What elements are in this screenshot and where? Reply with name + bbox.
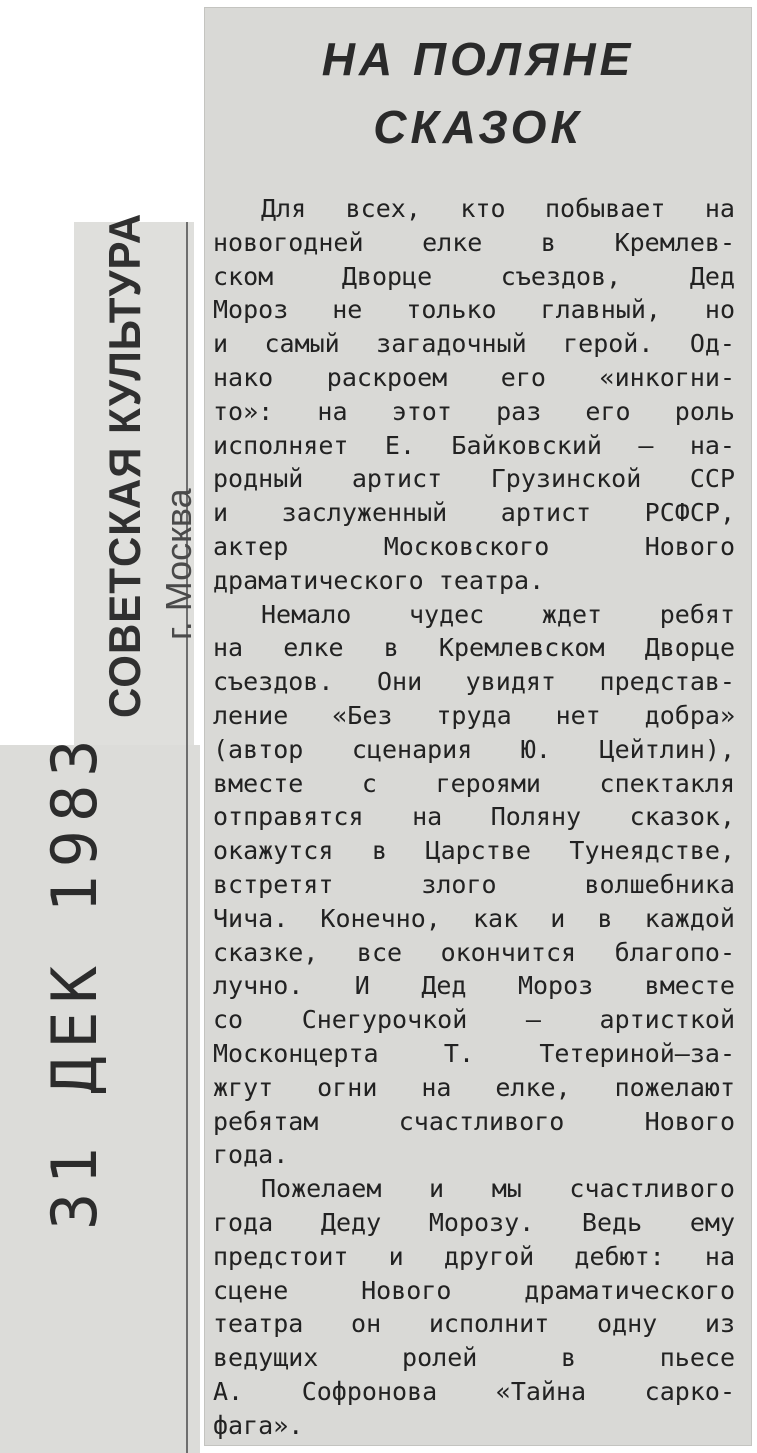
article-line: родный артист Грузинской ССР <box>213 464 735 494</box>
article-line: встретят злого волшебника <box>213 869 735 899</box>
article-line: актер Московского Нового <box>213 531 735 561</box>
article-line: ведущих ролей в пьесе <box>213 1343 735 1373</box>
article-line: отправятся на Поляну сказок, <box>213 802 735 832</box>
article-line: Для всех, кто побывает на <box>261 194 735 223</box>
article-line: лучно. И Дед Мороз вместе <box>213 971 735 1001</box>
article-line: нако раскроем его «инкогни- <box>213 362 735 392</box>
article-line: и самый загадочный герой. Од- <box>213 329 735 359</box>
article-line: новогодней елке в Кремлев- <box>213 227 735 257</box>
article-line: фага». <box>213 1410 304 1440</box>
article-line: ление «Без труда нет добра» <box>213 700 735 730</box>
article-line: и заслуженный артист РСФСР, <box>213 498 735 528</box>
article-line: исполняет Е. Байковский — на- <box>213 430 735 460</box>
article-line: ском Дворце съездов, Дед <box>213 261 735 291</box>
article-line: Чича. Конечно, как и в каждой <box>213 903 735 933</box>
article-line: года Деду Морозу. Ведь ему <box>213 1207 735 1237</box>
article-line: Пожелаем и мы счастливого <box>261 1174 735 1204</box>
date-stamp: 31 ДЕК 1983 <box>38 731 111 1230</box>
article-line: съездов. Они увидят представ- <box>213 667 735 697</box>
newspaper-name-stamp: СОВЕТСКАЯ КУЛЬТУРА <box>100 212 150 718</box>
article-body <box>213 192 735 1442</box>
article-line: сказке, все окончится благопо- <box>213 937 735 967</box>
article-line: предстоит и другой дебют: на <box>213 1241 735 1271</box>
article-line: окажутся в Царстве Тунеядстве, <box>213 836 735 866</box>
article-line: года. <box>213 1140 289 1170</box>
article-line: ребятам счастливого Нового <box>213 1106 735 1136</box>
article-line: (автор сценария Ю. Цейтлин), <box>213 734 735 764</box>
article-line: драматического театра. <box>213 565 545 595</box>
article-line: на елке в Кремлевском Дворце <box>213 633 735 663</box>
article-line: Москонцерта Т. Тетериной—за- <box>213 1038 735 1068</box>
article-line: жгут огни на елке, пожелают <box>213 1072 735 1102</box>
city-stamp: г. Москва <box>158 488 199 640</box>
strip-edge-line <box>186 222 188 1453</box>
newspaper-clipping <box>205 8 751 1445</box>
article-line: А. Софронова «Тайна сарко- <box>213 1376 735 1406</box>
article-line: вместе с героями спектакля <box>213 768 735 798</box>
article-line: сцене Нового драматического <box>213 1275 735 1305</box>
article-line: театра он исполнит одну из <box>213 1309 735 1339</box>
article-line: Мороз не только главный, но <box>213 295 735 325</box>
article-line: то»: на этот раз его роль <box>213 396 735 426</box>
article-line: со Снегурочкой — артисткой <box>213 1005 735 1035</box>
headline-line-2: СКАЗОК <box>373 101 583 153</box>
headline-line-1: НА ПОЛЯНЕ <box>321 33 635 85</box>
article-line: Немало чудес ждет ребят <box>261 599 735 629</box>
